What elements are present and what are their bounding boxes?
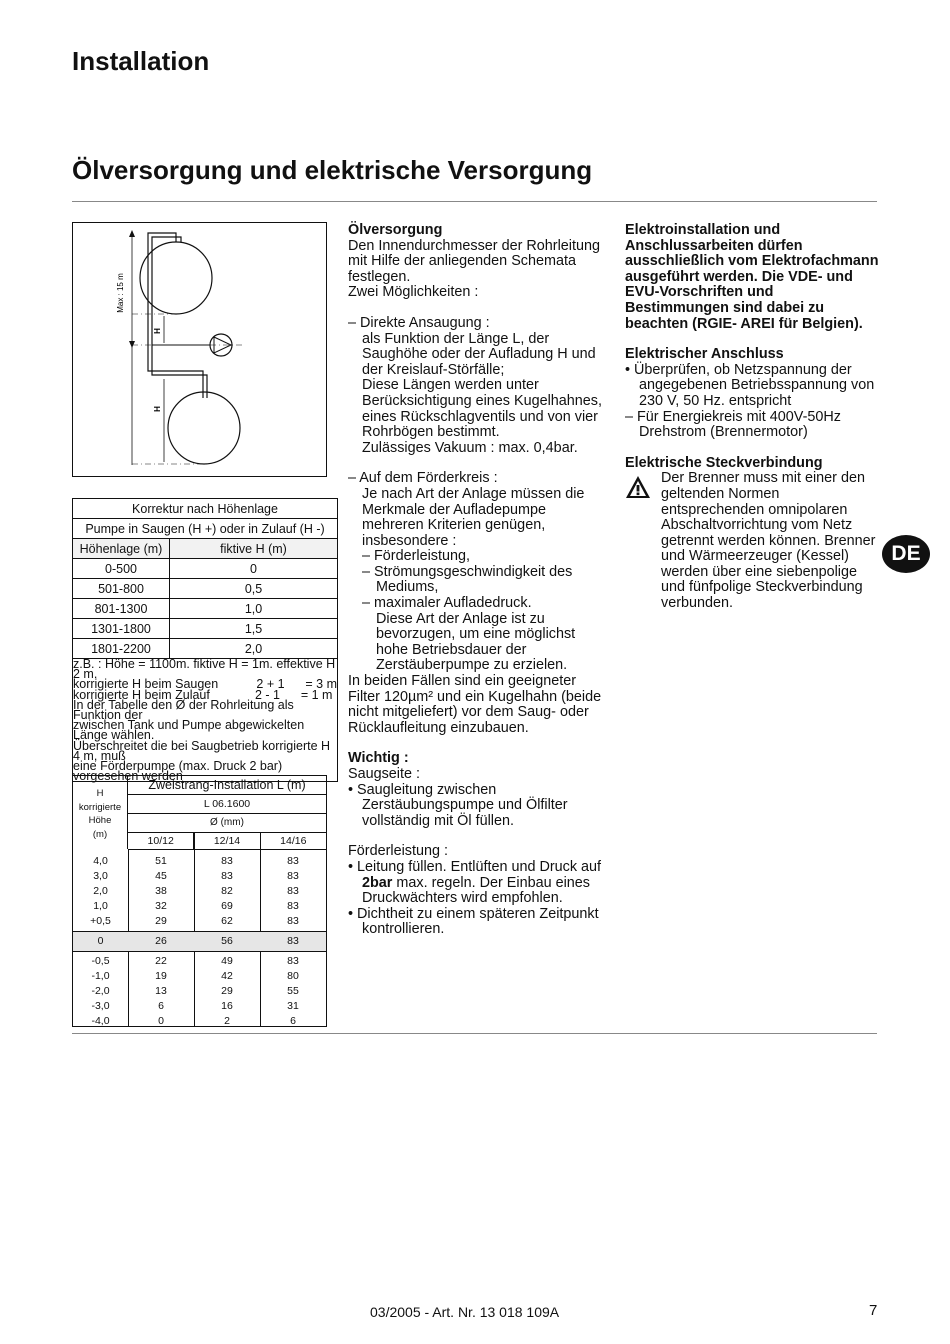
oil-supply-section (348, 223, 606, 938)
note-line: korrigierte H beim Zulauf 2 - 1 = 1 m (73, 687, 333, 702)
table-cell: 6 (158, 1000, 164, 1012)
table-subtitle: Pumpe in Saugen (H +) oder in Zulauf (H -) (73, 519, 338, 539)
piping-diagram (72, 222, 327, 477)
table-cell: -2,0 (91, 985, 110, 997)
section-heading: Wichtig : (348, 750, 409, 767)
header-line: (m) (92, 828, 108, 840)
list-item (348, 860, 606, 907)
table-cell: 69 (221, 900, 233, 912)
column-header: fiktive H (m) (170, 539, 338, 559)
table-row (73, 999, 326, 1014)
table-cell: 45 (155, 870, 167, 882)
paragraph: Der Brenner muss mit einer den geltenden Normen entsprechenden omnipolaren Abschaltvorrichtung vom Netz getrennt werden können. Brenner und Wärmeerzeuger (Kessel) werden über eine siebenpolige und fünfpolige Steckverbindung verbunden. (661, 470, 876, 612)
table-cell: 55 (287, 985, 299, 997)
diameter-columns (128, 832, 326, 850)
list-item: – Förderleistung, (362, 548, 470, 565)
column-header: 12/14 (193, 833, 259, 849)
footer-reference: 03/2005 - Art. Nr. 13 018 109A (370, 1304, 560, 1320)
table-cell: -1,0 (91, 970, 110, 982)
table-row (73, 1014, 326, 1029)
table-body (73, 852, 326, 1031)
page-number: 7 (869, 1302, 878, 1319)
table-cell: 51 (155, 855, 167, 867)
table-row (73, 869, 326, 884)
table-cell: 83 (287, 915, 299, 927)
paragraph: Je nach Art der Anlage müssen die Merkmale der Aufladepumpe mehreren Kriterien genügen, insbesondere : (362, 485, 585, 549)
paragraph: Diese Längen werden unter Berücksichtigung eines Kugelhahnes, eines Rückschlagventils und von vier Rohrbögen bestimmt. (362, 377, 603, 441)
footer-rule (72, 1033, 877, 1034)
list-item: • Saugleitung zwischen Zerstäubungspumpe und Ölfilter vollständig mit Öl füllen. (348, 781, 568, 829)
table-title: Zweistrang-Installation L (m) (128, 776, 326, 795)
note-line: korrigierte H beim Saugen 2 + 1 = 3 m (73, 677, 338, 692)
table-cell: 6 (290, 1015, 296, 1027)
table-cell: 13 (155, 985, 167, 997)
table-title: Korrektur nach Höhenlage (73, 499, 338, 519)
table-cell: 0-500 (73, 559, 170, 579)
table-cell: 29 (155, 915, 167, 927)
table-cell: 1,0 (93, 900, 108, 912)
line-length-table (72, 775, 327, 1027)
list-item: – maximaler Aufladedruck. (362, 595, 532, 612)
table-cell: 42 (221, 970, 233, 982)
paragraph: Saugseite : (348, 766, 421, 782)
text-run: 2bar (362, 874, 393, 891)
electrical-section (625, 223, 880, 612)
warning-icon (625, 475, 651, 499)
table-cell: 0,5 (170, 579, 338, 599)
note-line: Überschreitet die bei Saugbetrieb korrigierte H 4 m, muß (73, 738, 331, 763)
table-row (73, 899, 326, 914)
table-cell: 0 (97, 935, 104, 947)
table-cell: 38 (155, 885, 167, 897)
list-item: – Strömungsgeschwindigkeit des Mediums, (362, 563, 573, 596)
list-item: – Für Energiekreis mit 400V-50Hz Drehstrom (Brennermotor) (625, 408, 841, 441)
paragraph: Zwei Möglichkeiten : (348, 284, 479, 301)
section-heading: Ölversorgung (348, 222, 443, 238)
h-label-bottom: H (153, 406, 162, 412)
table-cell: 2,0 (170, 639, 338, 659)
altitude-correction-table (72, 498, 338, 782)
table-cell: 1801-2200 (73, 639, 170, 659)
table-cell: -0,5 (91, 955, 110, 967)
table-cell: 31 (287, 1000, 299, 1012)
warning-paragraph: Elektroinstallation und Anschlussarbeiten dürfen ausschließlich vom Elektrofachmann ausgeführt werden. Die VDE- und EVU-Vorschriften und Bestimmungen sind dabei zu beachten (RGIE- AREI für Belgien). (625, 222, 879, 332)
model-label: L 06.1600 (128, 795, 326, 814)
table-cell: 22 (155, 955, 167, 967)
table-cell: +0,5 (90, 915, 111, 927)
list-item: – Direkte Ansaugung : (348, 314, 490, 331)
header-line: korrigierte (78, 801, 122, 813)
table-cell: 83 (221, 855, 233, 867)
text-run: • Leitung füllen. Entlüften und Druck auf (348, 858, 602, 875)
table-cell: 83 (287, 900, 299, 912)
list-item: • Dichtheit zu einem späteren Zeitpunkt kontrollieren. (348, 905, 599, 938)
note-line: zwischen Tank und Pumpe abgewickelten Länge wählen. (73, 718, 305, 743)
table-cell: 801-1300 (73, 599, 170, 619)
table-cell: 82 (221, 885, 233, 897)
table-row (73, 884, 326, 899)
table-cell: 1301-1800 (73, 619, 170, 639)
tank-schematic (73, 223, 326, 476)
table-row (73, 969, 326, 984)
language-tab: DE (882, 535, 930, 573)
section-title: Installation (72, 46, 210, 76)
note-line: z.B. : Höhe = 1100m. fiktive H = 1m. effektive H 2 m. (73, 657, 336, 682)
table-cell: 2 (224, 1015, 230, 1027)
paragraph: als Funktion der Länge L, der Saughöhe oder der Aufladung H und der Kreislauf-Störfälle; (362, 330, 596, 378)
table-cell: 83 (287, 885, 299, 897)
row-group (73, 852, 326, 931)
table-cell: 3,0 (93, 870, 108, 882)
paragraph: Diese Art der Anlage ist zu bevorzugen, um eine möglichst hohe Betriebsdauer der Zerstäuberpumpe zu erzielen. (376, 610, 576, 674)
column-header: Höhenlage (m) (73, 539, 170, 559)
paragraph: Förderleistung : (348, 843, 448, 860)
row-group (73, 951, 326, 1031)
table-row (73, 984, 326, 999)
section-heading: Elektrischer Anschluss (625, 346, 784, 363)
table-cell: 56 (221, 935, 233, 947)
paragraph: In beiden Fällen sind ein geeigneter Filter 120µm² und ein Kugelhahn (beide nicht mitgeliefert) vor dem Saug- oder Rücklaufleitung einzubauen. (348, 673, 602, 736)
table-cell: 83 (287, 870, 299, 882)
table-cell: 4,0 (93, 855, 108, 867)
table-cell: 62 (221, 915, 233, 927)
table-cell: 83 (287, 935, 299, 947)
table-cell: 501-800 (73, 579, 170, 599)
table-row (73, 954, 326, 969)
page-title: Ölversorgung und elektrische Versorgung (72, 155, 593, 185)
table-cell: 26 (155, 935, 167, 947)
table-cell: 1,5 (170, 619, 338, 639)
header-rule (72, 201, 877, 202)
paragraph: Zulässiges Vakuum : max. 0,4bar. (362, 439, 578, 456)
h-header (73, 776, 128, 849)
max-length-label: Max : 15 m (116, 273, 125, 313)
h-label-top: H (153, 328, 162, 334)
table-cell: 83 (287, 955, 299, 967)
list-item: – Auf dem Förderkreis : (348, 470, 498, 487)
row-group (73, 931, 326, 951)
table-cell: 32 (155, 900, 167, 912)
table-row (73, 914, 326, 929)
table-cell: 83 (287, 855, 299, 867)
table-cell: 83 (221, 870, 233, 882)
paragraph: Den Innendurchmesser der Rohrleitung mit Hilfe der anliegenden Schemata festlegen. (348, 237, 600, 285)
table-cell: -3,0 (91, 1000, 110, 1012)
header-line: H (96, 788, 104, 799)
table-cell: -4,0 (91, 1015, 110, 1027)
table-cell: 2,0 (93, 885, 108, 897)
note-line: eine Förderpumpe (max. Druck 2 bar) vorgesehen werden (73, 759, 283, 784)
table-note (73, 659, 338, 782)
section-heading: Elektrische Steckverbindung (625, 454, 823, 471)
table-row (73, 934, 326, 949)
table-cell: 49 (221, 955, 233, 967)
text-run: max. regeln. Der Einbau eines Druckwächters wird empfohlen. (362, 874, 590, 907)
column-header: 10/12 (147, 835, 174, 847)
table-cell: 0 (158, 1015, 164, 1027)
table-cell: 80 (287, 970, 299, 982)
table-row (73, 854, 326, 869)
table-cell: 16 (221, 1000, 233, 1012)
plug-connection-block (625, 471, 880, 611)
header-line: Höhe (88, 815, 112, 826)
note-line: In der Tabelle den Ø der Rohrleitung als Funktion der (73, 697, 294, 723)
table-cell: 0 (170, 559, 338, 579)
diameter-label: Ø (mm) (210, 817, 244, 828)
table-cell: 29 (221, 985, 233, 997)
column-header: 14/16 (260, 833, 326, 849)
list-item: • Überprüfen, ob Netzspannung der angegebenen Betriebsspannung von 230 V, 50 Hz. entspricht (625, 361, 875, 409)
table-cell: 19 (155, 970, 167, 982)
table-cell: 1,0 (170, 599, 338, 619)
